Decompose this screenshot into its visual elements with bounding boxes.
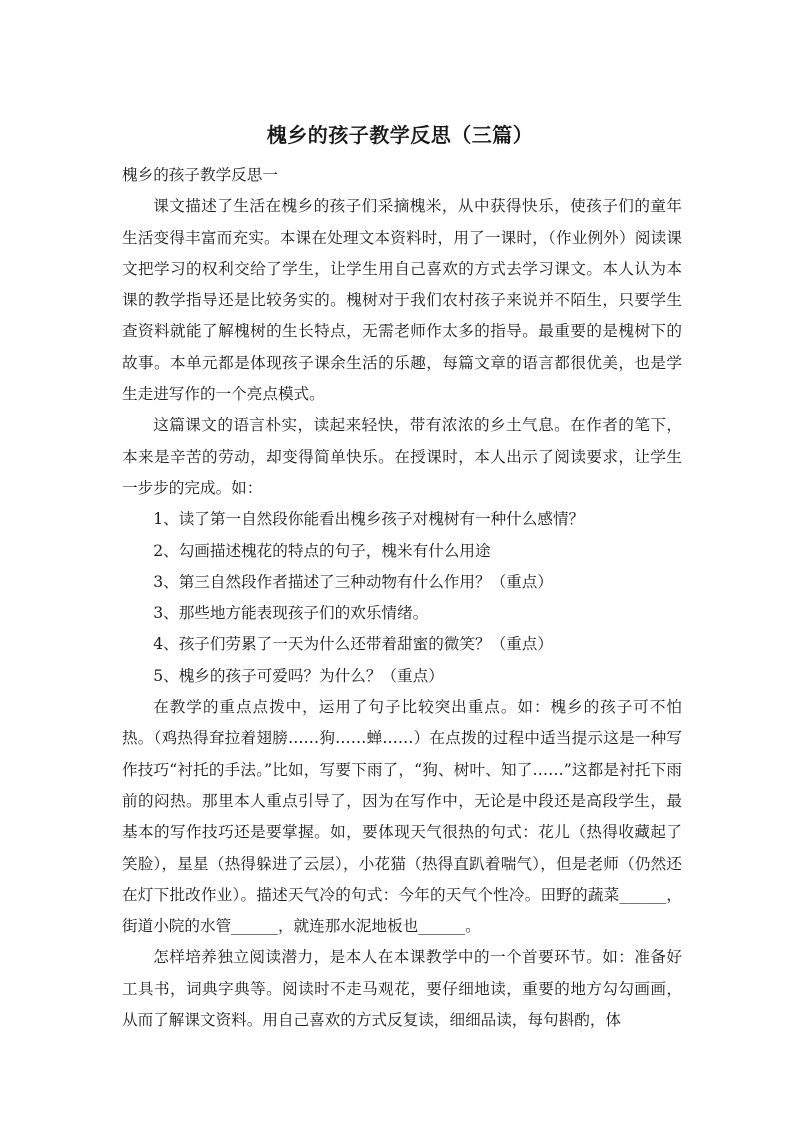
section-heading: 槐乡的孩子教学反思一: [122, 166, 278, 184]
list-item: 5、槐乡的孩子可爱吗？为什么？（重点）: [153, 666, 444, 685]
document-body: [122, 160, 682, 1036]
list-item: 3、那些地方能表现孩子们的欢乐情绪。: [153, 604, 429, 623]
document-title: 槐乡的孩子教学反思（三篇）: [266, 123, 534, 147]
list-item: 3、第三自然段作者描述了三种动物有什么作用？（重点）: [153, 572, 553, 591]
paragraph: 在教学的重点点拨中，运用了句子比较突出重点。如：槐乡的孩子可不怕热。（鸡热得耷拉着翅膀……狗……蝉……）在点拨的过程中适当提示这是一种写作技巧“衬托的手法。”比如，写要下雨了，“狗、树叶、知了……”这都是衬托下雨前的闷热。那里本人重点引导了，因为在写作中，无论是中段还是高段学生，最基本的写作技巧还是要掌握。如，要体现天气很热的句式：花儿（热得收藏起了笑脸），星星（热得躲进了云层），小花猫（热得直趴着喘气），但是老师（仍然还在灯下批改作业）。描述天气冷的句式：今年的天气个性冷。田野的蔬菜______，街道小院的水管______，就连那水泥地板也______。: [122, 698, 682, 936]
list-item: 1、读了第一自然段你能看出槐乡孩子对槐树有一种什么感情？: [153, 510, 585, 529]
list-item: 2、勾画描述槐花的特点的句子，槐米有什么用途: [153, 541, 491, 560]
list-item: 4、孩子们劳累了一天为什么还带着甜蜜的微笑？（重点）: [153, 635, 553, 654]
paragraph: 这篇课文的语言朴实，读起来轻快，带有浓浓的乡土气息。在作者的笔下，本来是辛苦的劳动，却变得简单快乐。在授课时，本人出示了阅读要求，让学生一步步的完成。如：: [122, 416, 682, 497]
paragraph: 课文描述了生活在槐乡的孩子们采摘槐米，从中获得快乐，使孩子们的童年生活变得丰富而充实。本课在处理文本资料时，用了一课时，（作业例外）阅读课文把学习的权利交给了学生，让学生用自己喜欢的方式去学习课文。本人认为本课的教学指导还是比较务实的。槐树对于我们农村孩子来说并不陌生，只要学生查资料就能了解槐树的生长特点，无需老师作太多的指导。最重要的是槐树下的故事。本单元都是体现孩子课余生活的乐趣，每篇文章的语言都很优美，也是学生走进写作的一个亮点模式。: [122, 197, 682, 404]
paragraph: 怎样培养独立阅读潜力，是本人在本课教学中的一个首要环节。如：准备好工具书，词典字典等。阅读时不走马观花，要仔细地读，重要的地方勾勾画画，从而了解课文资料。用自己喜欢的方式反复读，细细品读，每句斟酌，体: [122, 948, 682, 1030]
